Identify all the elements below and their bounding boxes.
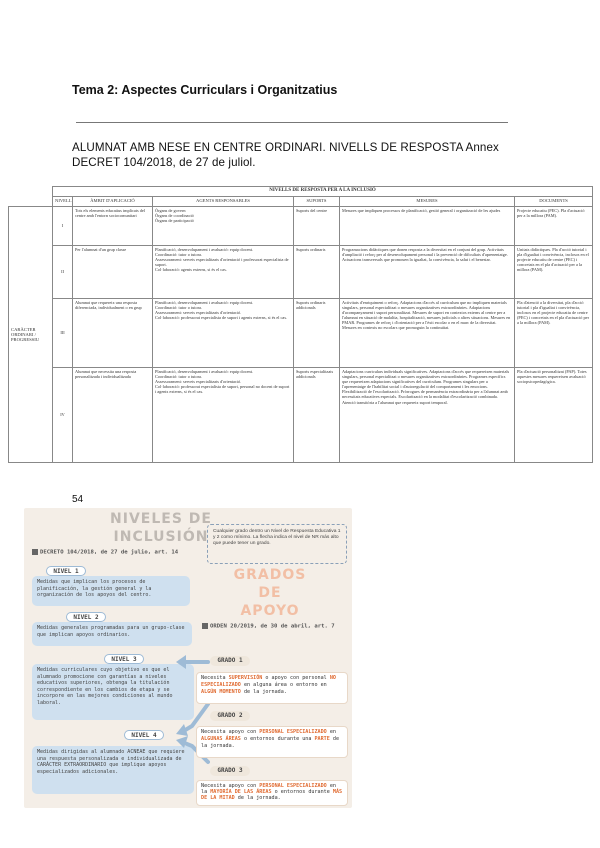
grado-text: en alguna área o entorno en: [240, 681, 327, 688]
grado-text: Necesita apoyo con: [201, 783, 260, 789]
title-line: INCLUSIÓN: [113, 529, 209, 545]
documents-cell: Pla d'actuació personalitzat (PAP). Totes aquestes mesures requereixen avaluació sociopsicopedagògica.: [515, 368, 593, 463]
agent-line: Òrgans de coordinació: [155, 213, 194, 219]
grado-text: Necesita: [201, 675, 229, 681]
section-heading: ALUMNAT AMB NESE EN CENTRE ORDINARI. NIVELLS DE RESPOSTA Annex DECRET 104/2018, de 27 de juliol.: [72, 141, 499, 169]
grado-2-label: GRADO 2: [210, 711, 250, 721]
documents-cell: Pla d'atenció a la diversitat, pla d'acció tutorial i pla d'igualtat i convivència, inclosos en el projecte educatiu de centre (PEC) i concretats en el pla d'actuació per a la millora (PAM).: [515, 299, 593, 368]
measures-cell: Mesures que impliquen processos de planificació, gestió general i organització de les ajudes: [340, 207, 515, 246]
grado-text: de la jornada.: [234, 795, 281, 802]
grado-highlight: ALGÚN MOMENTO: [201, 688, 241, 695]
level-cell: I: [53, 207, 73, 246]
documents-cell: Projecte educatiu (PEC). Pla d'actuació per a la millora (PAM).: [515, 207, 593, 246]
scope-cell: Alumnat que requereix una resposta diferenciada, individualment o en grup: [73, 299, 153, 368]
agent-line: Planificació, desenvolupament i avaluació: equip docent.: [155, 300, 253, 305]
agent-line: Coordinació: tutor o tutora.: [155, 252, 203, 258]
table-row: [9, 368, 593, 463]
orden-text: ORDEN 20/2019, de 30 de abril, art. 7: [210, 623, 335, 630]
bookmark-icon: [202, 623, 208, 629]
agent-line: Òrgans de govern: [155, 208, 186, 213]
col-header-supports: SUPORTS: [294, 197, 340, 207]
nivel-4-text: Medidas dirigidas al alumnado ACNEAE que requiere una respuesta personalizada e individualizada de CARÁCTER EXTRAORDINARIO que implique apoyos especializados adicionales.: [32, 746, 194, 794]
scope-cell: Tots els elements educatius implicats del centre amb l'entorn sociocomunitari: [73, 207, 153, 246]
title-line: APOYO: [240, 603, 300, 619]
arrowhead-icon: [176, 655, 186, 669]
nivel-4-label: NIVEL 4: [124, 730, 164, 740]
grado-1-label: GRADO 1: [210, 656, 250, 666]
table-row: [9, 207, 593, 246]
table-row: [9, 246, 593, 299]
topic-title: Tema 2: Aspectes Curriculars i Organitzatius: [72, 83, 338, 97]
grado-highlight: MÁS DE LA MITAD: [201, 789, 343, 802]
grado-highlight: NO ESPECIALIZADO: [201, 675, 336, 688]
intro-note: Cualquier grado dentro un Nivel de Respuesta Educativa 1 y 2 como mínimo. La flecha indica el nivel de NR más alto que puede tener un grado.: [207, 524, 347, 564]
grado-highlight: MAYORÍA DE LAS ÁREAS: [210, 789, 272, 796]
agent-line: Planificació, desenvolupament i avaluació: equip docent.: [155, 247, 253, 252]
grados-title: [220, 566, 320, 620]
grado-1-text: [196, 672, 348, 704]
measures-cell: Activitats d'enriquiment o reforç. Adaptacions d'accés al currículum que no impliquen materials singulars, personal especialitzat o mesures organitzatives extraordinàries. Adaptacions d'acompanyament i suport personalitzat. Mesures de suport en contextos externs al centre per a l'alumnat en situació de malaltia, hospitalització, mesures judicials o altres situacions. Mesures en PMAR. Programes de reforç i d'orientació per a l'èxit escolar o en el marc de la diversitat. Mesures en contexts no escolars que promoguin la continuïtat.: [340, 299, 515, 368]
title-line: NIVELES DE: [110, 511, 212, 527]
table-row: [9, 299, 593, 368]
nivel-2-label: NIVEL 2: [66, 612, 106, 622]
agent-line: Planificació, desenvolupament i avaluació: equip docent.: [155, 369, 253, 374]
measures-cell: Programacions didàctiques que donen resposta a la diversitat en el conjunt del grup. Activitats d'ampliació i reforç per al desenvolupament personal i la prevenció de dificultats d'aprenentatge. Actuacions transversals que promouen la igualtat, la convivència, la salut i el benestar.: [340, 246, 515, 299]
grado-text: o entornos durante una: [240, 735, 315, 742]
infographic-title: [102, 510, 220, 546]
grado-highlight: PERSONAL ESPECIALIZADO: [259, 729, 327, 735]
grado-highlight: SUPERVISIÓN: [228, 675, 263, 681]
agents-cell: [153, 299, 294, 368]
col-header-agents: AGENTS RESPONSABLES: [153, 197, 294, 207]
col-header-documents: DOCUMENTS: [515, 197, 593, 207]
response-levels-table: [8, 186, 593, 463]
supports-cell: Suports ordinaris addicionals: [294, 299, 340, 368]
grado-2-text: [196, 726, 348, 758]
table-title: NIVELLS DE RESPOSTA PER A LA INCLUSIÓ: [53, 187, 593, 197]
agent-line: Assessorament: serveis especialitzats d'orientació.: [155, 310, 242, 316]
decreto-text: DECRETO 104/2018, de 27 de julio, art. 14: [40, 549, 179, 556]
agents-cell: [153, 246, 294, 299]
characteristic-label: CARÀCTER ORDINARI / PROGRESSIU: [9, 207, 53, 463]
col-header-measures: MESURES: [340, 197, 515, 207]
grado-text: en la: [201, 783, 336, 796]
page-number: 54: [72, 494, 84, 505]
supports-cell: Suports especialitzats addicionals: [294, 368, 340, 463]
agent-line: Col·laboració: professorat especialista de suport, personal no docent de suport i agents externs, si és el cas.: [155, 384, 290, 395]
grado-3-text: [196, 780, 348, 806]
grado-3-label: GRADO 3: [210, 766, 250, 776]
scope-cell: Per l'alumnat d'un grup classe: [73, 246, 153, 299]
grado-text: de la jornada.: [240, 688, 287, 695]
agent-line: Assessorament: serveis especialitzats d'orientació i professorat especialista de suport.: [155, 257, 289, 268]
nivel-1-text: Medidas que implican los procesos de planificación, la gestión general y la organización de los apoyos del centro.: [32, 576, 190, 606]
horizontal-rule: [76, 122, 508, 123]
nivel-3-label: NIVEL 3: [104, 654, 144, 664]
inclusion-infographic: [24, 508, 352, 808]
orden-reference: [202, 623, 335, 630]
nivel-1-label: NIVEL 1: [46, 566, 86, 576]
grado-text: de la jornada.: [201, 735, 340, 749]
grado-highlight: PERSONAL ESPECIALIZADO: [259, 783, 327, 789]
grado-text: en: [326, 729, 336, 735]
nivel-3-text: Medidas curriculares cuyo objetivo es que el alumnado promocione con garantías a niveles educativos superiores, obtenga la titulación correspondiente en los cambios de etapa y se incorpore en las mejores condiciones al mundo laboral.: [32, 664, 194, 720]
agents-cell: [153, 368, 294, 463]
grado-text: Necesita apoyo con: [201, 729, 260, 735]
level-cell: II: [53, 246, 73, 299]
supports-cell: Suports ordinaris: [294, 246, 340, 299]
title-line: GRADOS DE: [233, 567, 307, 601]
agent-line: Òrgans de participació: [155, 218, 194, 224]
measures-cell: Adaptacions curriculars individuals significatives. Adaptacions d'accés que requereixen materials singulars, personal especialitzat o mesures organitzatives extraordinàries. Programes específics que requereixen adaptacions significatives del currículum. Programes singulars per a l'aprenentatge de l'habilitat social i d'autoregulació del comportament i les emocions. Flexibilització de l'escolarització. Pròrrogues de permanència extraordinària per a l'alumnat amb necessitats educatives especials. Escolarització en la modalitat d'escolarització combinada. Atenció transitòria a l'alumnat que requereix suport temporal.: [340, 368, 515, 463]
grado-text: o entornos durante: [271, 789, 333, 796]
col-header-level: NIVELL: [53, 197, 73, 207]
grade-arrows: [174, 650, 210, 790]
agent-line: Col·laboració: agents externs, si és el cas.: [155, 267, 227, 273]
level-cell: IV: [53, 368, 73, 463]
agent-line: Col·laboració: professorat especialista de suport i agents externs, si és el cas.: [155, 315, 288, 321]
level-cell: III: [53, 299, 73, 368]
grado-highlight: PARTE: [314, 735, 330, 742]
grado-highlight: ALGUNAS ÁREAS: [201, 735, 241, 742]
decreto-reference: [32, 549, 178, 556]
supports-cell: Suports del centre: [294, 207, 340, 246]
agent-line: Coordinació: tutor o tutora.: [155, 374, 203, 380]
bookmark-icon: [32, 549, 38, 555]
scope-cell: Alumnat que necessita una resposta personalitzada i individualitzada: [73, 368, 153, 463]
agent-line: Assessorament: serveis especialitzats d'orientació.: [155, 379, 242, 385]
col-header-scope: ÀMBIT D'APLICACIÓ: [73, 197, 153, 207]
documents-cell: Unitats didàctiques. Pla d'acció tutorial i pla d'igualtat i convivència, inclosos en el projecte educatiu de centre (PEC) i concretats en el pla d'actuació per a la millora (PAM).: [515, 246, 593, 299]
agent-line: Coordinació: tutor o tutora.: [155, 305, 203, 311]
agents-cell: [153, 207, 294, 246]
grado-text: o apoyo con personal: [262, 675, 330, 681]
nivel-2-text: Medidas generales programadas para un grupo-clase que implican apoyos ordinarios.: [32, 622, 192, 646]
